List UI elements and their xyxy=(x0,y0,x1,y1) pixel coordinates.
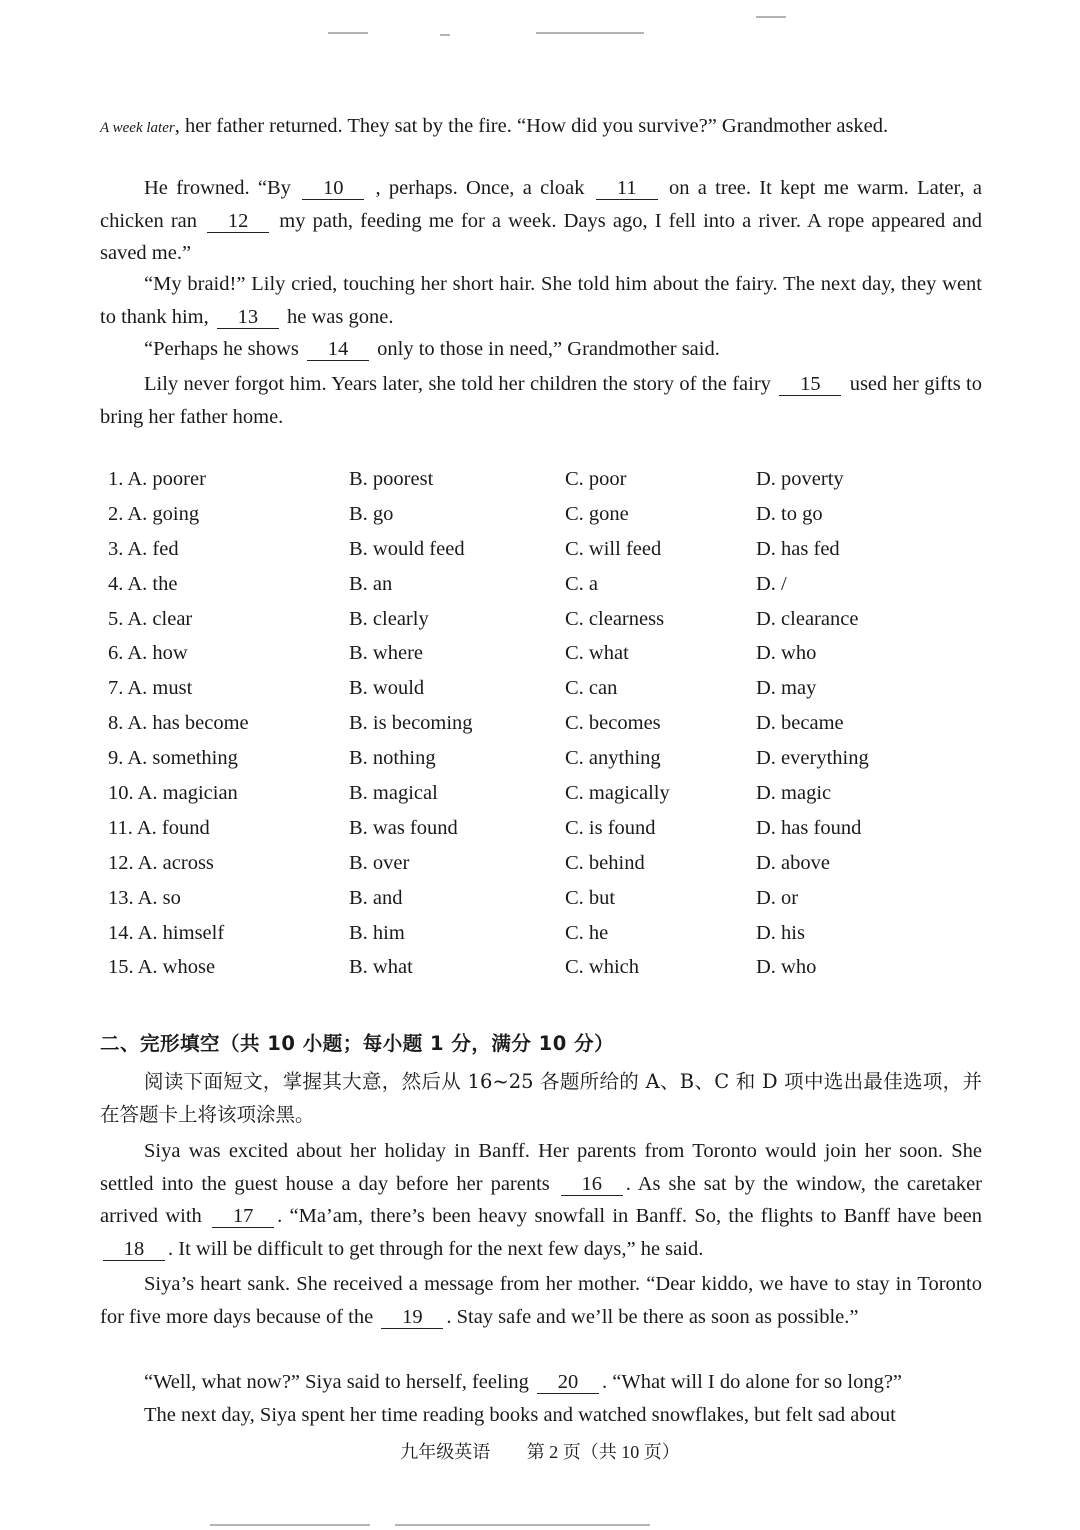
option-d: D. has fed xyxy=(756,537,840,560)
option-b: B. an xyxy=(349,572,393,595)
option-d: D. became xyxy=(756,712,844,735)
story-text: my path, feeding me for a week. Days ago, I fell into a river. A rope appeared and saved me.” xyxy=(100,209,983,264)
story-text: The next day, Siya spent her time reading books and watched snowflakes, but felt sad about xyxy=(144,1404,896,1426)
story-text: He frowned. “By xyxy=(144,177,291,199)
option-a: 3. A. fed xyxy=(108,537,179,560)
option-row xyxy=(108,747,988,782)
story-text: only to those in need,” Grandmother said. xyxy=(377,338,720,360)
option-d: D. above xyxy=(756,851,831,874)
option-c: C. but xyxy=(565,886,616,909)
story-paragraph xyxy=(100,268,982,333)
story-text: Siya was excited about her holiday in Banff. Her parents from Toronto would join her soon. She settled into the guest house a day before her parents xyxy=(100,1140,982,1195)
blank-18: 18 xyxy=(103,1238,165,1261)
story-text: “My braid!” Lily cried, touching her short hair. She told him about the fairy. The next day, they went to thank him, xyxy=(100,273,982,328)
option-a: 15. A. whose xyxy=(108,956,216,979)
option-a: 5. A. clear xyxy=(108,607,193,630)
blank-14: 14 xyxy=(307,338,369,361)
option-c: C. a xyxy=(565,572,599,595)
story-paragraph xyxy=(100,1135,982,1265)
option-b: B. and xyxy=(349,886,403,909)
option-row xyxy=(108,677,988,712)
story-paragraph xyxy=(100,1268,982,1333)
option-a: 7. A. must xyxy=(108,677,193,700)
option-b: B. poorest xyxy=(349,468,434,490)
scan-noise-top xyxy=(440,34,450,36)
blank-20: 20 xyxy=(537,1371,599,1394)
story-text: used her gifts to bring her father home. xyxy=(100,373,982,428)
option-row xyxy=(108,642,988,677)
scan-noise-bottom xyxy=(210,1524,370,1526)
story-text: on a tree. It kept me warm. Later, a chicken ran xyxy=(100,177,983,232)
blank-13: 13 xyxy=(217,306,279,329)
option-c: C. poor xyxy=(565,468,627,490)
option-row xyxy=(108,782,988,817)
option-b: B. what xyxy=(349,956,413,979)
story-text: “Perhaps he shows xyxy=(144,338,299,360)
footer-page-number: 第 2 页（共 10 页） xyxy=(526,1442,680,1462)
option-c: C. becomes xyxy=(565,712,661,735)
option-a: 13. A. so xyxy=(108,886,181,909)
story-text: . Stay safe and we’ll be there as soon as possible.” xyxy=(446,1305,859,1328)
scan-noise-top xyxy=(536,32,644,34)
instruction-paragraph xyxy=(100,1066,982,1131)
option-d: D. magic xyxy=(756,782,832,805)
answer-options xyxy=(108,468,988,991)
option-a: 6. A. how xyxy=(108,642,188,665)
option-a: 14. A. himself xyxy=(108,921,225,944)
option-d: D. who xyxy=(756,642,817,665)
option-b: B. magical xyxy=(349,782,438,805)
story-text: , her father returned. They sat by the fire. “How did you survive?” Grandmother asked. xyxy=(174,115,889,137)
option-a: 11. A. found xyxy=(108,816,210,839)
option-d: D. poverty xyxy=(756,468,844,490)
option-a: 1. A. poorer xyxy=(108,468,206,490)
option-b: B. go xyxy=(349,502,394,525)
story-paragraph xyxy=(100,1399,982,1432)
option-b: B. where xyxy=(349,642,424,665)
option-c: C. anything xyxy=(565,747,661,770)
instruction-text: 阅读下面短文，掌握其大意，然后从 16~25 各题所给的 A、B、C 和 D 项中选出最佳选项，并在答题卡上将该项涂黑。 xyxy=(100,1070,982,1126)
option-row xyxy=(108,573,988,608)
blank-17: 17 xyxy=(212,1205,274,1228)
option-row xyxy=(108,956,988,991)
option-a: 2. A. going xyxy=(108,502,200,525)
story-paragraph xyxy=(100,368,982,433)
option-d: D. everything xyxy=(756,747,869,770)
option-row xyxy=(108,712,988,747)
section-heading: 二、完形填空（共 10 小题；每小题 1 分，满分 10 分） xyxy=(100,1032,615,1055)
option-b: B. clearly xyxy=(349,607,429,630)
option-row xyxy=(108,922,988,957)
option-b: B. would xyxy=(349,677,425,700)
story-text: “Well, what now?” Siya said to herself, feeling xyxy=(144,1371,529,1393)
blank-16: 16 xyxy=(561,1173,623,1196)
option-c: C. can xyxy=(565,677,618,700)
story-text: Siya’s heart sank. She received a message from her mother. “Dear kiddo, we have to stay in Toronto for five more days because of the xyxy=(100,1273,982,1328)
story-text: Lily never forgot him. Years later, she told her children the story of the fairy xyxy=(144,373,771,395)
blank-11: 11 xyxy=(596,177,658,200)
option-b: B. nothing xyxy=(349,747,436,770)
story-paragraph xyxy=(100,110,982,145)
option-c: C. will feed xyxy=(565,537,662,560)
option-row xyxy=(108,817,988,852)
scan-noise-bottom xyxy=(395,1524,650,1526)
story-text: he was gone. xyxy=(287,305,394,328)
option-c: C. is found xyxy=(565,816,656,839)
option-c: C. magically xyxy=(565,782,670,805)
story-text: . As she sat by the window, the caretaker arrived with xyxy=(100,1172,983,1227)
story-text: . “Ma’am, there’s been heavy snowfall in Banff. So, the flights to Banff have been xyxy=(277,1205,983,1227)
option-d: D. his xyxy=(756,921,805,944)
option-d: D. to go xyxy=(756,502,823,525)
option-row xyxy=(108,538,988,573)
option-c: C. gone xyxy=(565,502,629,525)
blank-19: 19 xyxy=(381,1306,443,1329)
blank-12: 12 xyxy=(207,210,269,233)
option-d: D. or xyxy=(756,886,799,909)
story-paragraph xyxy=(100,1366,982,1399)
story-text: , perhaps. Once, a cloak xyxy=(375,177,585,199)
option-d: D. may xyxy=(756,677,817,700)
option-row xyxy=(108,468,988,503)
option-b: B. is becoming xyxy=(349,712,473,735)
option-c: C. he xyxy=(565,921,609,944)
option-row xyxy=(108,503,988,538)
story-text: A week later xyxy=(100,120,175,136)
option-d: D. / xyxy=(756,572,787,595)
option-d: D. clearance xyxy=(756,607,859,630)
option-c: C. behind xyxy=(565,851,645,874)
option-c: C. clearness xyxy=(565,607,665,630)
option-b: B. over xyxy=(349,851,410,874)
story-text: . “What will I do alone for so long?” xyxy=(602,1371,903,1393)
option-d: D. who xyxy=(756,956,817,979)
story-paragraph xyxy=(100,172,982,270)
option-a: 9. A. something xyxy=(108,747,238,770)
option-c: C. what xyxy=(565,642,629,665)
option-a: 8. A. has become xyxy=(108,712,249,735)
page-footer xyxy=(0,1438,1080,1464)
option-d: D. has found xyxy=(756,816,862,839)
option-c: C. which xyxy=(565,956,640,979)
scan-noise-top xyxy=(328,32,368,34)
option-b: B. would feed xyxy=(349,537,465,560)
option-a: 12. A. across xyxy=(108,851,214,874)
option-row xyxy=(108,852,988,887)
option-a: 10. A. magician xyxy=(108,782,238,805)
scan-noise-top xyxy=(756,16,786,18)
story-text: . It will be difficult to get through for the next few days,” he said. xyxy=(168,1237,704,1260)
blank-10: 10 xyxy=(302,177,364,200)
option-a: 4. A. the xyxy=(108,572,178,595)
story-paragraph xyxy=(100,333,982,366)
option-b: B. was found xyxy=(349,816,458,839)
option-row xyxy=(108,608,988,643)
footer-subject: 九年级英语 xyxy=(400,1442,491,1462)
blank-15: 15 xyxy=(779,373,841,396)
option-b: B. him xyxy=(349,921,405,944)
option-row xyxy=(108,887,988,922)
